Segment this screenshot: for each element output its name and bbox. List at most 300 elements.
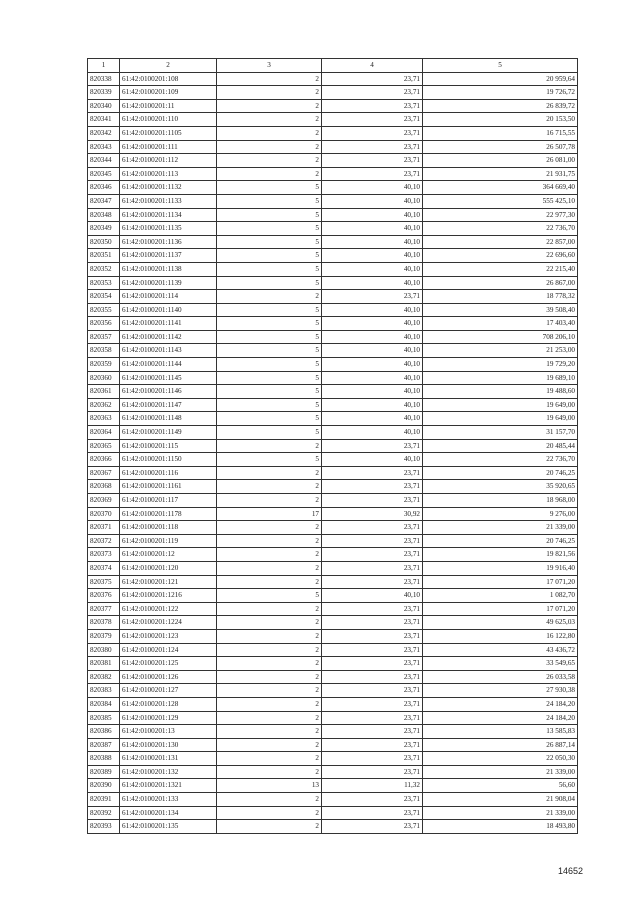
row-number-cell: 820338 <box>88 72 120 86</box>
value-cell: 22 857,00 <box>423 235 578 249</box>
value-cell: 20 746,25 <box>423 466 578 480</box>
value-cell: 26 839,72 <box>423 99 578 113</box>
value-cell: 22 977,30 <box>423 208 578 222</box>
cadastral-number-cell: 61:42:0100201:1135 <box>120 222 217 236</box>
table-row <box>88 208 578 222</box>
table-row <box>88 684 578 698</box>
value-cell: 26 867,00 <box>423 276 578 290</box>
cadastral-number-cell: 61:42:0100201:133 <box>120 793 217 807</box>
count-cell: 5 <box>217 222 322 236</box>
table-row <box>88 140 578 154</box>
cadastral-number-cell: 61:42:0100201:118 <box>120 521 217 535</box>
value-cell: 26 033,58 <box>423 670 578 684</box>
area-cell: 23,71 <box>322 793 423 807</box>
row-number-cell: 820350 <box>88 235 120 249</box>
count-cell: 5 <box>217 317 322 331</box>
count-cell: 2 <box>217 793 322 807</box>
cadastral-number-cell: 61:42:0100201:11 <box>120 99 217 113</box>
area-cell: 40,10 <box>322 208 423 222</box>
cadastral-number-cell: 61:42:0100201:123 <box>120 629 217 643</box>
row-number-cell: 820345 <box>88 167 120 181</box>
value-cell: 364 669,40 <box>423 181 578 195</box>
area-cell: 23,71 <box>322 684 423 698</box>
area-cell: 40,10 <box>322 303 423 317</box>
count-cell: 2 <box>217 290 322 304</box>
table-row <box>88 358 578 372</box>
row-number-cell: 820392 <box>88 806 120 820</box>
row-number-cell: 820348 <box>88 208 120 222</box>
header-row <box>88 59 578 73</box>
cadastral-number-cell: 61:42:0100201:127 <box>120 684 217 698</box>
area-cell: 40,10 <box>322 371 423 385</box>
row-number-cell: 820361 <box>88 385 120 399</box>
area-cell: 23,71 <box>322 697 423 711</box>
count-cell: 5 <box>217 330 322 344</box>
table-row <box>88 249 578 263</box>
count-cell: 5 <box>217 589 322 603</box>
value-cell: 19 916,40 <box>423 561 578 575</box>
cadastral-number-cell: 61:42:0100201:1148 <box>120 412 217 426</box>
table-row <box>88 820 578 834</box>
row-number-cell: 820388 <box>88 752 120 766</box>
table-row <box>88 657 578 671</box>
area-cell: 40,10 <box>322 358 423 372</box>
table-row <box>88 629 578 643</box>
column-header: 3 <box>217 59 322 73</box>
cadastral-number-cell: 61:42:0100201:1140 <box>120 303 217 317</box>
cadastral-number-cell: 61:42:0100201:126 <box>120 670 217 684</box>
area-cell: 23,71 <box>322 657 423 671</box>
cadastral-number-cell: 61:42:0100201:1105 <box>120 126 217 140</box>
count-cell: 2 <box>217 684 322 698</box>
cadastral-number-cell: 61:42:0100201:108 <box>120 72 217 86</box>
count-cell: 5 <box>217 249 322 263</box>
count-cell: 2 <box>217 602 322 616</box>
column-header: 1 <box>88 59 120 73</box>
count-cell: 2 <box>217 643 322 657</box>
column-header: 4 <box>322 59 423 73</box>
count-cell: 5 <box>217 262 322 276</box>
area-cell: 23,71 <box>322 480 423 494</box>
table-row <box>88 480 578 494</box>
row-number-cell: 820340 <box>88 99 120 113</box>
table-row <box>88 290 578 304</box>
table-row <box>88 602 578 616</box>
table-row <box>88 765 578 779</box>
row-number-cell: 820344 <box>88 154 120 168</box>
row-number-cell: 820364 <box>88 426 120 440</box>
count-cell: 2 <box>217 616 322 630</box>
count-cell: 2 <box>217 629 322 643</box>
row-number-cell: 820381 <box>88 657 120 671</box>
cadastral-number-cell: 61:42:0100201:1321 <box>120 779 217 793</box>
table-row <box>88 793 578 807</box>
cadastral-number-cell: 61:42:0100201:1139 <box>120 276 217 290</box>
row-number-cell: 820389 <box>88 765 120 779</box>
value-cell: 708 206,10 <box>423 330 578 344</box>
table-row <box>88 453 578 467</box>
count-cell: 5 <box>217 371 322 385</box>
area-cell: 23,71 <box>322 439 423 453</box>
count-cell: 5 <box>217 398 322 412</box>
table-row <box>88 589 578 603</box>
count-cell: 2 <box>217 725 322 739</box>
area-cell: 40,10 <box>322 249 423 263</box>
count-cell: 2 <box>217 154 322 168</box>
table-row <box>88 344 578 358</box>
value-cell: 56,60 <box>423 779 578 793</box>
area-cell: 40,10 <box>322 344 423 358</box>
count-cell: 2 <box>217 126 322 140</box>
cadastral-number-cell: 61:42:0100201:113 <box>120 167 217 181</box>
count-cell: 2 <box>217 521 322 535</box>
area-cell: 23,71 <box>322 494 423 508</box>
area-cell: 23,71 <box>322 290 423 304</box>
cadastral-number-cell: 61:42:0100201:13 <box>120 725 217 739</box>
table-row <box>88 72 578 86</box>
cadastral-number-cell: 61:42:0100201:112 <box>120 154 217 168</box>
area-cell: 23,71 <box>322 602 423 616</box>
table-row <box>88 113 578 127</box>
area-cell: 40,10 <box>322 412 423 426</box>
value-cell: 26 507,78 <box>423 140 578 154</box>
table-row <box>88 154 578 168</box>
column-header: 5 <box>423 59 578 73</box>
cadastral-number-cell: 61:42:0100201:134 <box>120 806 217 820</box>
row-number-cell: 820390 <box>88 779 120 793</box>
cadastral-number-cell: 61:42:0100201:114 <box>120 290 217 304</box>
area-cell: 30,92 <box>322 507 423 521</box>
cadastral-number-cell: 61:42:0100201:1136 <box>120 235 217 249</box>
row-number-cell: 820351 <box>88 249 120 263</box>
area-cell: 23,71 <box>322 466 423 480</box>
row-number-cell: 820365 <box>88 439 120 453</box>
cadastral-number-cell: 61:42:0100201:131 <box>120 752 217 766</box>
row-number-cell: 820383 <box>88 684 120 698</box>
area-cell: 23,71 <box>322 113 423 127</box>
area-cell: 23,71 <box>322 521 423 535</box>
count-cell: 2 <box>217 711 322 725</box>
cadastral-number-cell: 61:42:0100201:110 <box>120 113 217 127</box>
value-cell: 17 071,20 <box>423 602 578 616</box>
row-number-cell: 820342 <box>88 126 120 140</box>
table-row <box>88 167 578 181</box>
table-row <box>88 521 578 535</box>
value-cell: 19 488,60 <box>423 385 578 399</box>
value-cell: 19 649,00 <box>423 398 578 412</box>
value-cell: 22 215,40 <box>423 262 578 276</box>
value-cell: 19 649,00 <box>423 412 578 426</box>
cadastral-number-cell: 61:42:0100201:1137 <box>120 249 217 263</box>
count-cell: 5 <box>217 208 322 222</box>
table-row <box>88 752 578 766</box>
row-number-cell: 820357 <box>88 330 120 344</box>
row-number-cell: 820341 <box>88 113 120 127</box>
area-cell: 23,71 <box>322 765 423 779</box>
row-number-cell: 820382 <box>88 670 120 684</box>
row-number-cell: 820360 <box>88 371 120 385</box>
area-cell: 40,10 <box>322 398 423 412</box>
row-number-cell: 820349 <box>88 222 120 236</box>
area-cell: 23,71 <box>322 820 423 834</box>
count-cell: 2 <box>217 99 322 113</box>
area-cell: 23,71 <box>322 738 423 752</box>
area-cell: 40,10 <box>322 276 423 290</box>
value-cell: 18 778,32 <box>423 290 578 304</box>
table-row <box>88 235 578 249</box>
row-number-cell: 820376 <box>88 589 120 603</box>
table-row <box>88 262 578 276</box>
row-number-cell: 820366 <box>88 453 120 467</box>
cadastral-number-cell: 61:42:0100201:12 <box>120 548 217 562</box>
value-cell: 24 184,20 <box>423 711 578 725</box>
count-cell: 2 <box>217 534 322 548</box>
row-number-cell: 820355 <box>88 303 120 317</box>
table-row <box>88 616 578 630</box>
cadastral-number-cell: 61:42:0100201:1141 <box>120 317 217 331</box>
value-cell: 22 736,70 <box>423 222 578 236</box>
row-number-cell: 820373 <box>88 548 120 562</box>
area-cell: 23,71 <box>322 629 423 643</box>
table-row <box>88 643 578 657</box>
value-cell: 27 930,38 <box>423 684 578 698</box>
value-cell: 21 339,00 <box>423 806 578 820</box>
cadastral-number-cell: 61:42:0100201:1138 <box>120 262 217 276</box>
area-cell: 11,32 <box>322 779 423 793</box>
cadastral-number-cell: 61:42:0100201:1146 <box>120 385 217 399</box>
row-number-cell: 820352 <box>88 262 120 276</box>
cadastral-number-cell: 61:42:0100201:1147 <box>120 398 217 412</box>
table-row <box>88 439 578 453</box>
row-number-cell: 820386 <box>88 725 120 739</box>
count-cell: 2 <box>217 494 322 508</box>
count-cell: 2 <box>217 548 322 562</box>
value-cell: 21 339,00 <box>423 765 578 779</box>
row-number-cell: 820367 <box>88 466 120 480</box>
cadastral-number-cell: 61:42:0100201:132 <box>120 765 217 779</box>
area-cell: 40,10 <box>322 194 423 208</box>
value-cell: 20 746,25 <box>423 534 578 548</box>
count-cell: 5 <box>217 194 322 208</box>
count-cell: 5 <box>217 344 322 358</box>
cadastral-number-cell: 61:42:0100201:122 <box>120 602 217 616</box>
count-cell: 2 <box>217 738 322 752</box>
count-cell: 2 <box>217 140 322 154</box>
count-cell: 2 <box>217 670 322 684</box>
cadastral-number-cell: 61:42:0100201:135 <box>120 820 217 834</box>
area-cell: 40,10 <box>322 426 423 440</box>
cadastral-number-cell: 61:42:0100201:111 <box>120 140 217 154</box>
count-cell: 2 <box>217 167 322 181</box>
area-cell: 23,71 <box>322 126 423 140</box>
area-cell: 40,10 <box>322 589 423 603</box>
column-header: 2 <box>120 59 217 73</box>
count-cell: 2 <box>217 439 322 453</box>
value-cell: 555 425,10 <box>423 194 578 208</box>
table-row <box>88 398 578 412</box>
count-cell: 2 <box>217 113 322 127</box>
table-row <box>88 317 578 331</box>
value-cell: 13 585,83 <box>423 725 578 739</box>
area-cell: 40,10 <box>322 317 423 331</box>
value-cell: 49 625,03 <box>423 616 578 630</box>
value-cell: 9 276,00 <box>423 507 578 521</box>
value-cell: 18 968,00 <box>423 494 578 508</box>
area-cell: 40,10 <box>322 330 423 344</box>
table-row <box>88 806 578 820</box>
count-cell: 5 <box>217 358 322 372</box>
cadastral-number-cell: 61:42:0100201:1134 <box>120 208 217 222</box>
table-row <box>88 276 578 290</box>
row-number-cell: 820343 <box>88 140 120 154</box>
cadastral-number-cell: 61:42:0100201:124 <box>120 643 217 657</box>
table-row <box>88 426 578 440</box>
cadastral-number-cell: 61:42:0100201:1144 <box>120 358 217 372</box>
value-cell: 1 082,70 <box>423 589 578 603</box>
value-cell: 21 908,04 <box>423 793 578 807</box>
value-cell: 17 403,40 <box>423 317 578 331</box>
cadastral-number-cell: 61:42:0100201:116 <box>120 466 217 480</box>
table-row <box>88 725 578 739</box>
count-cell: 17 <box>217 507 322 521</box>
table-row <box>88 507 578 521</box>
cadastral-number-cell: 61:42:0100201:117 <box>120 494 217 508</box>
row-number-cell: 820368 <box>88 480 120 494</box>
value-cell: 22 736,70 <box>423 453 578 467</box>
area-cell: 40,10 <box>322 181 423 195</box>
table-row <box>88 385 578 399</box>
table-row <box>88 670 578 684</box>
area-cell: 40,10 <box>322 222 423 236</box>
table-row <box>88 534 578 548</box>
area-cell: 23,71 <box>322 140 423 154</box>
area-cell: 23,71 <box>322 86 423 100</box>
row-number-cell: 820356 <box>88 317 120 331</box>
row-number-cell: 820359 <box>88 358 120 372</box>
table-row <box>88 194 578 208</box>
cadastral-number-cell: 61:42:0100201:120 <box>120 561 217 575</box>
cadastral-number-cell: 61:42:0100201:1150 <box>120 453 217 467</box>
cadastral-number-cell: 61:42:0100201:125 <box>120 657 217 671</box>
value-cell: 16 122,80 <box>423 629 578 643</box>
row-number-cell: 820380 <box>88 643 120 657</box>
cadastral-number-cell: 61:42:0100201:1133 <box>120 194 217 208</box>
value-cell: 24 184,20 <box>423 697 578 711</box>
table-row <box>88 711 578 725</box>
value-cell: 16 715,55 <box>423 126 578 140</box>
table-row <box>88 86 578 100</box>
table-row <box>88 303 578 317</box>
count-cell: 2 <box>217 806 322 820</box>
data-table <box>87 58 578 834</box>
value-cell: 33 549,65 <box>423 657 578 671</box>
area-cell: 23,71 <box>322 616 423 630</box>
table-row <box>88 494 578 508</box>
row-number-cell: 820391 <box>88 793 120 807</box>
value-cell: 26 081,00 <box>423 154 578 168</box>
count-cell: 2 <box>217 480 322 494</box>
row-number-cell: 820378 <box>88 616 120 630</box>
count-cell: 2 <box>217 765 322 779</box>
value-cell: 26 887,14 <box>423 738 578 752</box>
page-number: 14652 <box>558 866 584 876</box>
value-cell: 31 157,70 <box>423 426 578 440</box>
cadastral-number-cell: 61:42:0100201:1224 <box>120 616 217 630</box>
area-cell: 40,10 <box>322 453 423 467</box>
table-row <box>88 412 578 426</box>
count-cell: 2 <box>217 466 322 480</box>
count-cell: 2 <box>217 697 322 711</box>
area-cell: 40,10 <box>322 262 423 276</box>
row-number-cell: 820347 <box>88 194 120 208</box>
table-row <box>88 561 578 575</box>
value-cell: 19 726,72 <box>423 86 578 100</box>
row-number-cell: 820379 <box>88 629 120 643</box>
row-number-cell: 820374 <box>88 561 120 575</box>
row-number-cell: 820370 <box>88 507 120 521</box>
count-cell: 2 <box>217 752 322 766</box>
value-cell: 18 493,80 <box>423 820 578 834</box>
row-number-cell: 820369 <box>88 494 120 508</box>
count-cell: 5 <box>217 303 322 317</box>
value-cell: 19 729,20 <box>423 358 578 372</box>
row-number-cell: 820363 <box>88 412 120 426</box>
cadastral-number-cell: 61:42:0100201:1161 <box>120 480 217 494</box>
cadastral-number-cell: 61:42:0100201:1216 <box>120 589 217 603</box>
row-number-cell: 820377 <box>88 602 120 616</box>
count-cell: 5 <box>217 276 322 290</box>
row-number-cell: 820372 <box>88 534 120 548</box>
value-cell: 21 253,00 <box>423 344 578 358</box>
value-cell: 19 689,10 <box>423 371 578 385</box>
cadastral-number-cell: 61:42:0100201:128 <box>120 697 217 711</box>
table-row <box>88 738 578 752</box>
area-cell: 23,71 <box>322 711 423 725</box>
cadastral-number-cell: 61:42:0100201:1142 <box>120 330 217 344</box>
cadastral-number-cell: 61:42:0100201:109 <box>120 86 217 100</box>
row-number-cell: 820354 <box>88 290 120 304</box>
table-row <box>88 466 578 480</box>
cadastral-number-cell: 61:42:0100201:1178 <box>120 507 217 521</box>
area-cell: 23,71 <box>322 643 423 657</box>
count-cell: 5 <box>217 235 322 249</box>
count-cell: 5 <box>217 181 322 195</box>
area-cell: 23,71 <box>322 72 423 86</box>
value-cell: 21 339,00 <box>423 521 578 535</box>
area-cell: 23,71 <box>322 670 423 684</box>
row-number-cell: 820353 <box>88 276 120 290</box>
cadastral-number-cell: 61:42:0100201:130 <box>120 738 217 752</box>
area-cell: 23,71 <box>322 806 423 820</box>
area-cell: 40,10 <box>322 235 423 249</box>
area-cell: 23,71 <box>322 575 423 589</box>
cadastral-number-cell: 61:42:0100201:119 <box>120 534 217 548</box>
count-cell: 2 <box>217 561 322 575</box>
area-cell: 23,71 <box>322 548 423 562</box>
area-cell: 23,71 <box>322 752 423 766</box>
area-cell: 40,10 <box>322 385 423 399</box>
table-row <box>88 575 578 589</box>
area-cell: 23,71 <box>322 725 423 739</box>
row-number-cell: 820385 <box>88 711 120 725</box>
count-cell: 5 <box>217 385 322 399</box>
row-number-cell: 820375 <box>88 575 120 589</box>
count-cell: 2 <box>217 820 322 834</box>
row-number-cell: 820362 <box>88 398 120 412</box>
count-cell: 5 <box>217 453 322 467</box>
value-cell: 20 485,44 <box>423 439 578 453</box>
cadastral-number-cell: 61:42:0100201:129 <box>120 711 217 725</box>
